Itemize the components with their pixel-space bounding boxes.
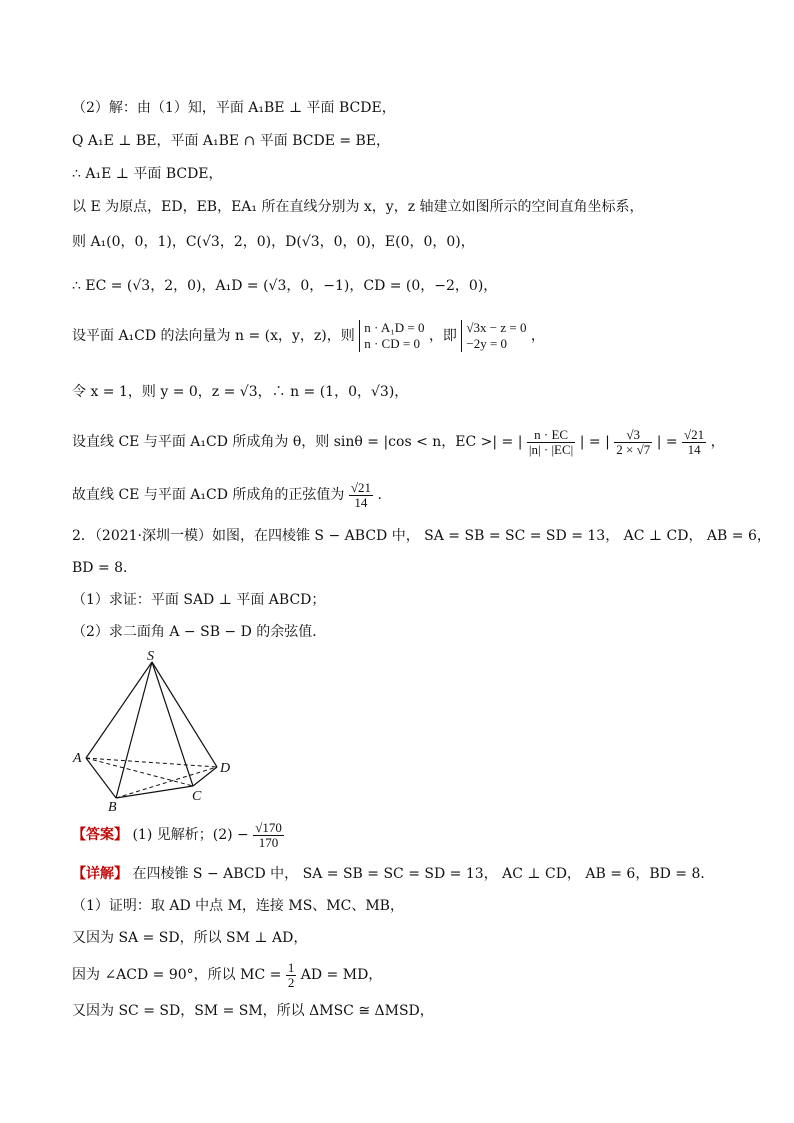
- line-7-end: ，: [530, 328, 545, 344]
- cosine-denominator: |n| · |EC|: [528, 441, 574, 457]
- connector-text: ，即: [428, 328, 457, 344]
- solution-line-4: 以 E 为原点，ED，EB，EA₁ 所在直线分别为 x，y，z 轴建立如图所示的空间直角坐标系，: [72, 199, 644, 215]
- solution-line-9: [72, 425, 725, 459]
- edge-bc: [116, 786, 193, 798]
- detail-line-5: 又因为 SC = SD，SM = SM，所以 ΔMSC ≅ ΔMSD，: [72, 1003, 434, 1019]
- answer-text: (1) 见解析；(2) −: [132, 827, 249, 843]
- detail-tag: 【详解】: [72, 866, 128, 882]
- conclusion-numerator: √21: [350, 479, 371, 495]
- system-1-eq-1: n · A₁D = 0: [364, 320, 425, 335]
- edge-sb: [116, 662, 152, 798]
- answer-denominator: 170: [258, 834, 279, 850]
- equation-system-2: [461, 320, 526, 352]
- conclusion-text: 故直线 CE 与平面 A₁CD 所成角的正弦值为: [72, 487, 345, 503]
- detail-line-3: 又因为 SA = SD，所以 SM ⊥ AD，: [72, 930, 308, 946]
- half-fraction: [286, 961, 297, 990]
- result-fraction: [682, 428, 706, 457]
- hidden-edge-bd: [116, 767, 217, 798]
- line-9-end: ，: [710, 434, 725, 450]
- problem-2-line-1: 2．（2021·深圳一模）如图，在四棱锥 S − ABCD 中， SA = SB = SC = SD = 13， AC ⊥ CD， AB = 6，: [72, 528, 771, 544]
- detail-text-4b: AD = MD，: [300, 967, 383, 983]
- value-fraction: [614, 428, 652, 457]
- label-a: A: [73, 751, 82, 766]
- solution-line-5: 则 A₁(0，0，1)，C(√3，2，0)，D(√3，0，0)，E(0，0，0)，: [72, 234, 475, 250]
- equation-system-1: [359, 320, 424, 352]
- detail-line-4: [72, 958, 382, 992]
- hidden-edge-ad: [86, 758, 217, 767]
- label-d: D: [220, 761, 231, 776]
- normal-vector-intro: 设平面 A₁CD 的法向量为 n = (x，y，z)，则: [72, 328, 355, 344]
- system-2-eq-2: −2y = 0: [466, 336, 508, 351]
- label-s: S: [147, 649, 154, 664]
- edge-ab: [86, 758, 116, 798]
- answer-fraction: [253, 821, 284, 850]
- hidden-edge-ac: [86, 758, 193, 786]
- edge-cd: [193, 767, 217, 786]
- system-2-eq-1: √3x − z = 0: [466, 320, 527, 335]
- solution-line-1: （2）解：由（1）知，平面 A₁BE ⊥ 平面 BCDE，: [72, 100, 396, 116]
- problem-2-line-2: BD = 8．: [72, 560, 138, 576]
- detail-text-1: 在四棱锥 S − ABCD 中， SA = SB = SC = SD = 13， AC ⊥ CD， AB = 6，BD = 8．: [132, 866, 715, 882]
- solution-line-7: [72, 318, 545, 354]
- sine-intro: 设直线 CE 与平面 A₁CD 所成角为 θ，则 sinθ = |cos < n，EC >| = |: [72, 434, 523, 450]
- conclusion-fraction: [349, 481, 373, 510]
- solution-line-8: 令 x = 1，则 y = 0，z = √3，∴ n = (1，0，√3)，: [72, 384, 409, 400]
- solution-line-10: [72, 478, 382, 512]
- half-denominator: 2: [287, 974, 295, 990]
- solution-line-2: Q A₁E ⊥ BE，平面 A₁BE ∩ 平面 BCDE = BE，: [72, 133, 391, 149]
- detail-line-1: [72, 864, 714, 884]
- label-b: B: [108, 800, 117, 814]
- edge-sa: [86, 662, 152, 758]
- solution-line-3: ∴ A₁E ⊥ 平面 BCDE，: [72, 166, 223, 182]
- cosine-numerator: n · EC: [527, 428, 575, 443]
- problem-2-question-2: （2）求二面角 A − SB − D 的余弦值．: [72, 624, 327, 640]
- edge-sc: [152, 662, 193, 786]
- conclusion-end: .: [377, 487, 382, 503]
- system-1-eq-2: n · CD = 0: [364, 336, 420, 351]
- detail-text-4a: 因为 ∠ACD = 90°，所以 MC =: [72, 967, 282, 983]
- solution-line-6: ∴ EC = (√3，2，0)，A₁D = (√3，0，−1)，CD = (0，−2，0)，: [72, 278, 498, 294]
- value-denominator: 2 × √7: [616, 441, 651, 457]
- value-numerator: √3: [614, 428, 652, 443]
- problem-2-question-1: （1）求证：平面 SAD ⊥ 平面 ABCD；: [72, 592, 326, 608]
- answer-numerator: √170: [255, 819, 282, 835]
- pyramid-figure: [70, 648, 250, 814]
- result-numerator: √21: [684, 426, 705, 442]
- conclusion-denominator: 14: [354, 494, 368, 510]
- cosine-fraction: [527, 428, 575, 457]
- equals-text-2: | =: [656, 434, 678, 450]
- answer-tag: 【答案】: [72, 827, 128, 843]
- detail-line-2: （1）证明：取 AD 中点 M，连接 MS、MC、MB，: [72, 898, 404, 914]
- edge-sd: [152, 662, 217, 767]
- result-denominator: 14: [687, 441, 701, 457]
- half-numerator: 1: [287, 959, 295, 975]
- equals-text-1: | = |: [579, 434, 610, 450]
- answer-line: [72, 818, 284, 852]
- label-c: C: [192, 789, 202, 804]
